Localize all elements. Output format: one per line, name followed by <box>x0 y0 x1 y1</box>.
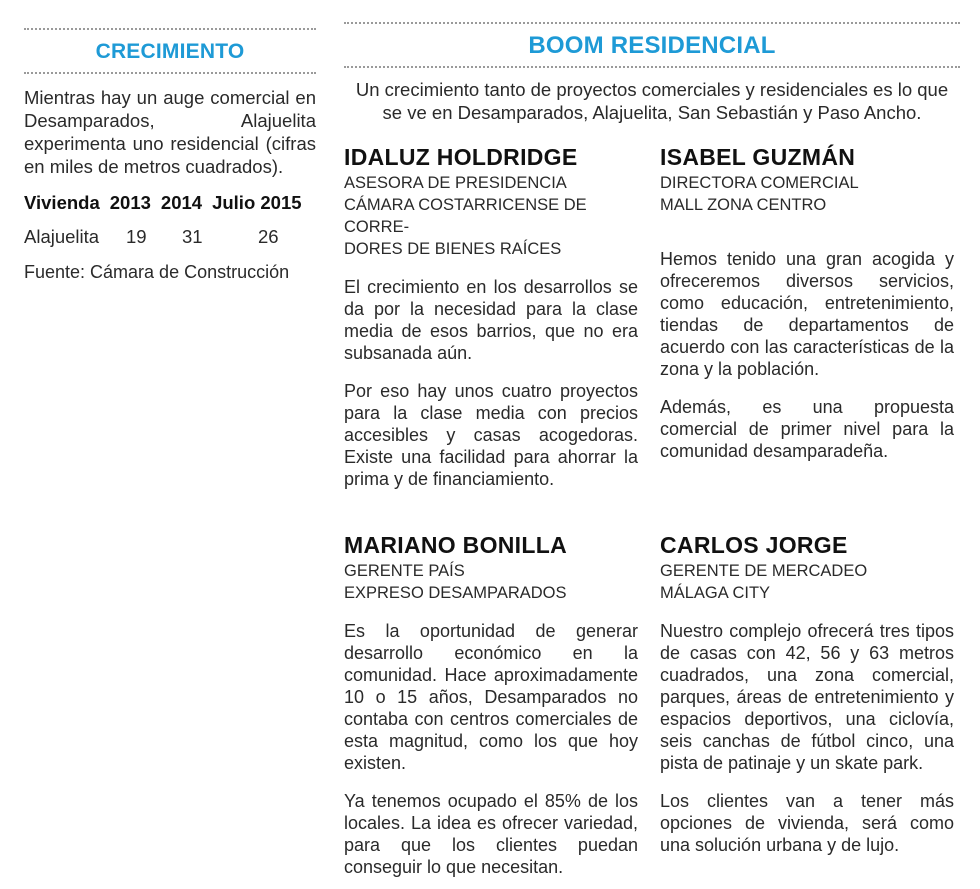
quote-paragraph: El crecimiento en los desarrollos se da por la necesidad para la clase media de esos barrios, que no era subsanada aún. <box>344 277 638 363</box>
divider <box>24 72 316 74</box>
divider <box>24 28 316 30</box>
person-name: CARLOS JORGE <box>660 532 848 558</box>
person-card <box>344 532 638 878</box>
table-header-cell: Julio 2015 <box>212 192 302 213</box>
person-name: MARIANO BONILLA <box>344 532 567 558</box>
table-cell: 19 <box>126 226 147 247</box>
quote-paragraph: Ya tenemos ocupado el 85% de los locales. La idea es ofrecer variedad, para que los clientes puedan conseguir lo que necesitan. <box>344 791 638 877</box>
role-line: GERENTE PAÍS <box>344 562 465 580</box>
person-role <box>660 560 954 604</box>
person-card <box>660 532 954 856</box>
role-line: MÁLAGA CITY <box>660 584 771 602</box>
sidebar-crecimiento <box>24 28 316 283</box>
table-cell: 26 <box>258 226 279 247</box>
table-header-cell: 2013 <box>109 192 151 213</box>
main-boom-residencial <box>344 22 960 877</box>
section-title: BOOM RESIDENCIAL <box>528 32 776 59</box>
person-role <box>344 560 638 604</box>
sidebar-paragraph: Mientras hay un auge comercial en Desamparados, Alajuelita experimenta uno residencial (cifras en miles de metros cuadrados). <box>24 87 316 177</box>
quote-paragraph: Por eso hay unos cuatro proyectos para la clase media con precios accesibles y casas acogedoras. Existe una facilidad para ahorrar la prima y de financiamiento. <box>344 381 638 489</box>
table-header-cell: 2014 <box>160 192 203 213</box>
role-line: EXPRESO DESAMPARADOS <box>344 584 567 602</box>
intro-text: Un crecimiento tanto de proyectos comerciales y residenciales es lo que se ve en Desamparados, Alajuelita, San Sebastián y Paso Ancho. <box>355 79 949 123</box>
person-card <box>660 144 954 462</box>
table-header-cell: Vivienda <box>24 192 100 213</box>
person-role <box>660 172 954 216</box>
role-line: GERENTE DE MERCADEO <box>660 562 868 580</box>
role-line: DORES DE BIENES RAÍCES <box>344 240 562 258</box>
person-role <box>344 172 638 260</box>
source-note: Fuente: Cámara de Construcción <box>24 262 290 282</box>
role-line: DIRECTORA COMERCIAL <box>660 174 859 192</box>
divider <box>344 66 960 68</box>
person-name: ISABEL GUZMÁN <box>660 144 856 170</box>
role-line: MALL ZONA CENTRO <box>660 196 827 214</box>
stats-table-header <box>24 192 316 214</box>
role-line: CÁMARA COSTARRICENSE DE CORRE- <box>344 196 587 236</box>
quote-paragraph: Hemos tenido una gran acogida y ofreceremos diversos servicios, como educación, entretenimiento, tiendas de departamentos de acuerdo con las características de la zona y la población. <box>660 249 954 379</box>
quote-paragraph: Los clientes van a tener más opciones de vivienda, será como una solución urbana y de lujo. <box>660 791 954 855</box>
quote-paragraph: Nuestro complejo ofrecerá tres tipos de casas con 42, 56 y 63 metros cuadrados, una zona comercial, parques, áreas de entretenimiento y espacios deportivos, una ciclovía, seis canchas de fútbol cinco, una pista de patinaje y un skate park. <box>660 621 954 773</box>
quote-paragraph: Es la oportunidad de generar desarrollo económico en la comunidad. Hace aproximadamente 10 o 15 años, Desamparados no contaba con centros comerciales de esta magnitud, como los que hoy existen. <box>344 621 638 773</box>
role-line: ASESORA DE PRESIDENCIA <box>344 174 567 192</box>
table-row <box>24 226 316 248</box>
divider <box>344 22 960 24</box>
table-cell: Alajuelita <box>24 226 100 247</box>
quote-paragraph: Además, es una propuesta comercial de primer nivel para la comunidad desamparadeña. <box>660 397 954 461</box>
section-title: CRECIMIENTO <box>95 40 245 63</box>
person-card <box>344 144 638 490</box>
person-name: IDALUZ HOLDRIDGE <box>344 144 578 170</box>
table-cell: 31 <box>182 226 203 247</box>
